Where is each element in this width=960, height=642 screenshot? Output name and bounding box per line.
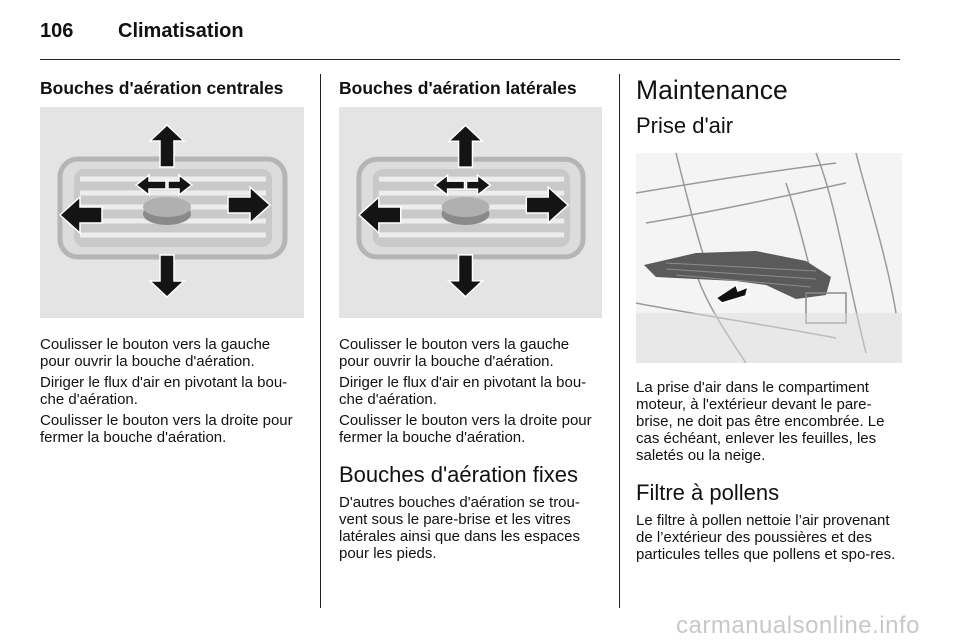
- column-maintenance: [636, 75, 902, 563]
- vent-illustration: [40, 107, 304, 318]
- instruction-paragraph: Coulisser le bouton vers la gauche pour ouvrir la bouche d'aération.: [339, 336, 570, 370]
- air-intake-photo: [636, 153, 902, 363]
- subsection-heading: Prise d'air: [636, 113, 734, 138]
- section-heading: Bouches d'aération centrales: [40, 78, 284, 98]
- body-paragraph: Le filtre à pollen nettoie l’air provenant de l’extérieur des poussières et des particules telles que pollens et spo-res.: [636, 512, 896, 563]
- vent-illustration: [339, 107, 602, 318]
- column-central-vents: [40, 75, 304, 446]
- instruction-paragraph: Diriger le flux d'air en pivotant la bou-che d'aération.: [40, 374, 288, 408]
- page-number: 106: [40, 20, 74, 42]
- section-heading: Bouches d'aération latérales: [339, 78, 577, 98]
- instruction-paragraph: Diriger le flux d'air en pivotant la bou-che d'aération.: [339, 374, 587, 408]
- column-divider: [619, 74, 620, 608]
- watermark: carmanualsonline.info: [676, 612, 920, 639]
- body-paragraph: La prise d'air dans le compartiment moteur, à l'extérieur devant le pare-brise, ne doit pas être encombrée. Le cas échéant, enlever les feuilles, les saletés ou la neige.: [636, 379, 885, 464]
- instruction-paragraph: Coulisser le bouton vers la droite pour fermer la bouche d'aération.: [339, 412, 592, 446]
- column-divider: [320, 74, 321, 608]
- air-vent-arrows-icon: [40, 107, 304, 318]
- column-side-vents: [339, 75, 602, 562]
- body-paragraph: D'autres bouches d'aération se trou-vent sous le pare-brise et les vitres latérales ainsi que dans les espaces pour les pieds.: [339, 494, 580, 562]
- subsection-heading: Filtre à pollens: [636, 480, 780, 505]
- header-rule: [40, 59, 900, 60]
- air-vent-arrows-icon: [339, 107, 602, 318]
- subsection-heading: Bouches d'aération fixes: [339, 462, 579, 487]
- section-title: Maintenance: [636, 75, 788, 105]
- instruction-paragraph: Coulisser le bouton vers la droite pour fermer la bouche d'aération.: [40, 412, 293, 446]
- chapter-title: Climatisation: [118, 20, 244, 42]
- engine-bay-air-intake-icon: [636, 153, 902, 363]
- instruction-paragraph: Coulisser le bouton vers la gauche pour ouvrir la bouche d'aération.: [40, 336, 271, 370]
